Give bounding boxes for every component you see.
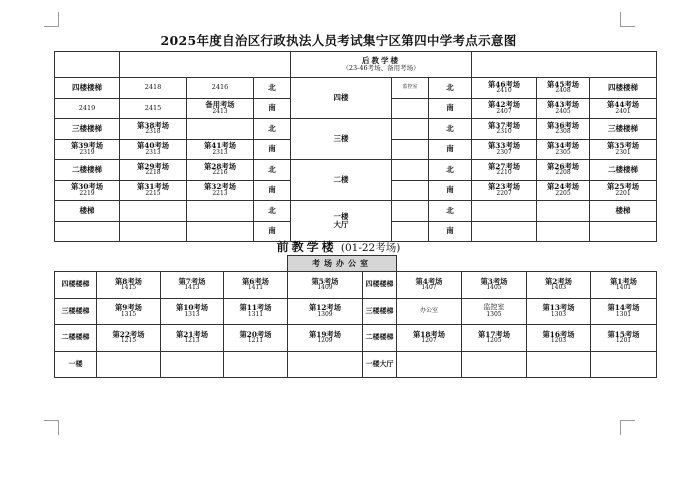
room-code: 2419	[55, 98, 120, 119]
room-code: 1201	[615, 337, 632, 345]
room-code: 2405	[555, 107, 571, 115]
blank-cell	[392, 201, 429, 222]
header-blank	[397, 256, 657, 272]
stairs-label: 四楼楼梯	[55, 78, 120, 99]
exam-room	[120, 119, 187, 140]
room-name: 第26考场	[547, 161, 580, 171]
exam-room	[187, 180, 254, 201]
exam-room	[527, 298, 591, 325]
exam-office-header: 考场办公室	[288, 256, 397, 272]
blank-cell	[392, 139, 429, 160]
exam-room	[462, 272, 527, 299]
exam-room	[537, 119, 590, 140]
north-label: 北	[429, 78, 472, 99]
room-code: 2215	[145, 189, 161, 197]
room-code: 1207	[421, 337, 437, 345]
front-building-table	[54, 255, 657, 378]
room-code: 2408	[555, 87, 571, 95]
monitor-room	[462, 298, 527, 325]
room-name: 第2考场	[545, 276, 572, 286]
stairs-label: 三楼楼梯	[55, 119, 120, 140]
room-code: 2310	[496, 128, 512, 136]
room-name: 第28考场	[203, 161, 237, 171]
room-name: 第22考场	[112, 329, 145, 339]
exam-room	[187, 98, 254, 119]
header-blank	[472, 52, 657, 78]
room-code: 2307	[496, 148, 512, 156]
room-name: 第4考场	[415, 276, 443, 286]
room-name: 第11考场	[239, 303, 272, 313]
office-room	[397, 298, 462, 325]
room-name: 第19考场	[308, 329, 342, 339]
room-name: 第5考场	[311, 276, 339, 286]
room-code: 1209	[317, 337, 333, 345]
room-code: 2416	[187, 78, 254, 99]
room-name: 第12考场	[308, 303, 342, 313]
exam-room	[472, 180, 537, 201]
room-name: 第42考场	[488, 100, 521, 110]
room-code: 2313	[212, 148, 228, 156]
exam-room	[472, 98, 537, 119]
front-building-title: 前教学楼	[276, 240, 337, 254]
room-name: 第3考场	[480, 276, 508, 286]
blank-cell	[591, 351, 657, 378]
exam-room	[120, 180, 187, 201]
blank-cell	[537, 201, 590, 222]
floor-label: 二楼	[291, 160, 392, 201]
exam-room	[288, 325, 363, 352]
room-name: 第35考场	[607, 141, 640, 151]
room-name: 第1考场	[610, 276, 637, 286]
exam-room	[472, 119, 537, 140]
room-name: 第44考场	[607, 100, 640, 110]
ground-floor-hall	[291, 201, 392, 242]
room-code: 1411	[247, 284, 264, 292]
room-name: 第7考场	[178, 276, 206, 286]
room-name: 第45考场	[547, 79, 580, 89]
stairs-label: 四楼楼梯	[590, 78, 657, 99]
exam-room	[224, 298, 288, 325]
south-label: 南	[429, 221, 472, 242]
exam-room	[397, 325, 462, 352]
room-code: 2305	[555, 148, 571, 156]
blank-cell	[462, 351, 527, 378]
blank-cell	[392, 160, 429, 181]
exam-room	[591, 272, 657, 299]
room-name: 第30考场	[70, 182, 104, 192]
exam-room	[187, 160, 254, 181]
exam-room	[288, 272, 363, 299]
blank-cell	[392, 98, 429, 119]
room-code: 1301	[615, 310, 632, 318]
front-row-4	[55, 272, 657, 299]
stairs-label: 三楼楼梯	[590, 119, 657, 140]
blank-cell	[187, 119, 254, 140]
blank-cell	[472, 201, 537, 222]
blank-cell	[527, 351, 591, 378]
room-code: 2418	[120, 78, 187, 99]
exam-room	[527, 272, 591, 299]
room-name: 第41考场	[203, 141, 237, 151]
room-name: 第37考场	[488, 120, 521, 130]
room-code: 2218	[145, 169, 161, 177]
front-row-1	[55, 351, 657, 378]
room-code: 1401	[615, 284, 632, 292]
south-label: 南	[429, 180, 472, 201]
room-code: 1407	[421, 284, 437, 292]
room-code: 2413	[212, 107, 228, 115]
crop-mark-top-left	[44, 12, 59, 27]
room-code: 1203	[550, 337, 567, 345]
exam-room	[591, 298, 657, 325]
room-code: 1313	[184, 310, 200, 318]
exam-room	[55, 180, 120, 201]
north-label: 北	[254, 201, 291, 222]
exam-room	[161, 325, 224, 352]
page-title: 2025年度自治区行政执法人员考试集宁区第四中学考点示意图	[160, 33, 517, 48]
room-name: 第29考场	[136, 161, 170, 171]
blank-cell	[288, 351, 363, 378]
header-blank	[55, 256, 288, 272]
north-label: 北	[254, 119, 291, 140]
blank-cell	[392, 180, 429, 201]
crop-mark-bottom-left	[44, 420, 59, 435]
south-label: 南	[254, 139, 291, 160]
room-name: 办公室	[419, 307, 438, 315]
exam-room	[537, 180, 590, 201]
room-code: 2201	[615, 189, 631, 197]
exam-room	[537, 98, 590, 119]
exam-room	[472, 78, 537, 99]
stairs-label: 三楼楼梯	[363, 298, 397, 325]
floor-label: 三楼	[291, 119, 392, 160]
front-row-3	[55, 298, 657, 325]
monitor-label: 监控室	[392, 78, 429, 99]
room-code: 2205	[555, 189, 571, 197]
room-name: 第6考场	[242, 276, 269, 286]
room-code: 1305	[486, 310, 502, 318]
exam-room	[590, 180, 657, 201]
room-name: 第36考场	[547, 120, 580, 130]
room-code: 1413	[184, 284, 200, 292]
hall-label: 大厅	[333, 220, 349, 229]
room-name: 备用考场	[205, 100, 235, 110]
floor-label: 一楼	[333, 212, 349, 222]
room-code: 1213	[184, 337, 200, 345]
exam-room	[288, 298, 363, 325]
stairs-label: 楼梯	[590, 201, 657, 222]
exam-room	[537, 139, 590, 160]
room-code: 2219	[79, 189, 95, 197]
room-code: 2410	[496, 87, 512, 95]
stairs-label: 四楼楼梯	[363, 272, 397, 299]
room-name: 第14考场	[607, 303, 640, 313]
exam-room	[462, 325, 527, 352]
room-code: 2207	[496, 189, 512, 197]
exam-room	[472, 160, 537, 181]
room-code: 2208	[555, 169, 571, 177]
north-label: 北	[254, 160, 291, 181]
room-name: 第9考场	[115, 303, 142, 313]
room-code: 2319	[79, 148, 95, 156]
exam-room	[590, 139, 657, 160]
back-building-header	[291, 52, 472, 78]
room-name: 第16考场	[542, 329, 575, 339]
room-name: 第18考场	[412, 329, 446, 339]
room-name: 第8考场	[115, 276, 142, 286]
exam-room	[527, 325, 591, 352]
blank-cell	[161, 351, 224, 378]
room-code: 2210	[496, 169, 512, 177]
room-code: 2415	[120, 98, 187, 119]
room-name: 第32考场	[203, 182, 237, 192]
room-code: 1409	[317, 284, 333, 292]
stairs-label: 二楼楼梯	[55, 325, 97, 352]
room-name: 第34考场	[547, 141, 580, 151]
back-building-title: 后教学楼	[362, 56, 401, 66]
back-building-subtitle: （23-46考场、备用考场）	[342, 64, 420, 73]
stairs-label: 一楼	[55, 351, 97, 378]
exam-room	[161, 298, 224, 325]
exam-room	[224, 325, 288, 352]
exam-room	[120, 160, 187, 181]
back-building-table	[54, 51, 657, 242]
front-row-2	[55, 325, 657, 352]
room-name: 第46考场	[488, 79, 521, 89]
room-name: 监控室	[483, 303, 505, 312]
room-code: 2308	[555, 128, 571, 136]
exam-room	[97, 272, 161, 299]
room-code: 1403	[550, 284, 567, 292]
blank-cell	[120, 201, 187, 222]
room-code: 2213	[212, 189, 228, 197]
floor-label: 四楼	[291, 78, 392, 119]
exam-room	[537, 160, 590, 181]
blank-cell	[97, 351, 161, 378]
room-code: 2318	[145, 128, 161, 136]
exam-room	[120, 139, 187, 160]
south-label: 南	[429, 139, 472, 160]
exam-room	[591, 325, 657, 352]
room-name: 第43考场	[547, 100, 580, 110]
front-building-subtitle: (01-22考场)	[340, 242, 401, 254]
stairs-label: 四楼楼梯	[55, 272, 97, 299]
exam-room	[472, 139, 537, 160]
room-code: 1205	[486, 337, 502, 345]
room-code: 1211	[247, 337, 264, 345]
stairs-label: 楼梯	[55, 201, 120, 222]
room-code: 1415	[120, 284, 137, 292]
south-label: 南	[254, 180, 291, 201]
stairs-label: 二楼楼梯	[590, 160, 657, 181]
room-code: 2407	[496, 107, 512, 115]
stairs-label: 三楼楼梯	[55, 298, 97, 325]
room-name: 第10考场	[175, 303, 209, 313]
crop-mark-top-right	[620, 12, 635, 27]
room-code: 1405	[486, 284, 502, 292]
room-name: 第21考场	[175, 329, 209, 339]
stairs-label: 二楼楼梯	[363, 325, 397, 352]
room-name: 第38考场	[136, 120, 170, 130]
blank-cell	[392, 119, 429, 140]
exam-room	[397, 272, 462, 299]
header-blank	[55, 52, 120, 78]
north-label: 北	[429, 119, 472, 140]
room-name: 第33考场	[488, 141, 521, 151]
room-code: 1309	[317, 310, 333, 318]
exam-room	[187, 139, 254, 160]
blank-cell	[397, 351, 462, 378]
room-name: 第20考场	[239, 329, 272, 339]
room-name: 第39考场	[70, 141, 104, 151]
room-code: 2401	[615, 107, 631, 115]
room-name: 第31考场	[136, 182, 170, 192]
room-code: 1315	[120, 310, 137, 318]
room-code: 1311	[247, 310, 264, 318]
blank-cell	[187, 201, 254, 222]
exam-room	[224, 272, 288, 299]
exam-room	[161, 272, 224, 299]
room-name: 第13考场	[542, 303, 575, 313]
room-name: 第25考场	[607, 182, 640, 192]
exam-room	[590, 98, 657, 119]
exam-room	[55, 139, 120, 160]
room-name: 第17考场	[477, 329, 511, 339]
front-building-heading	[0, 238, 677, 255]
stairs-label: 二楼楼梯	[55, 160, 120, 181]
blank-cell	[224, 351, 288, 378]
south-label: 南	[429, 98, 472, 119]
exam-room	[97, 298, 161, 325]
exam-room	[97, 325, 161, 352]
south-label: 南	[254, 98, 291, 119]
ground-hall-label: 一楼大厅	[363, 351, 397, 378]
crop-mark-bottom-right	[620, 420, 635, 435]
header-blank	[120, 52, 291, 78]
room-name: 第24考场	[547, 182, 580, 192]
north-label: 北	[429, 201, 472, 222]
room-code: 2301	[615, 148, 631, 156]
exam-room	[537, 78, 590, 99]
room-name: 第15考场	[607, 329, 640, 339]
room-name: 第23考场	[488, 182, 521, 192]
north-label: 北	[429, 160, 472, 181]
room-code: 1215	[120, 337, 137, 345]
north-label: 北	[254, 78, 291, 99]
room-name: 第27考场	[488, 161, 521, 171]
room-code: 1303	[550, 310, 567, 318]
room-code: 2216	[212, 169, 228, 177]
south-label: 南	[254, 221, 291, 242]
room-code: 2313	[145, 148, 161, 156]
room-name: 第40考场	[136, 141, 170, 151]
